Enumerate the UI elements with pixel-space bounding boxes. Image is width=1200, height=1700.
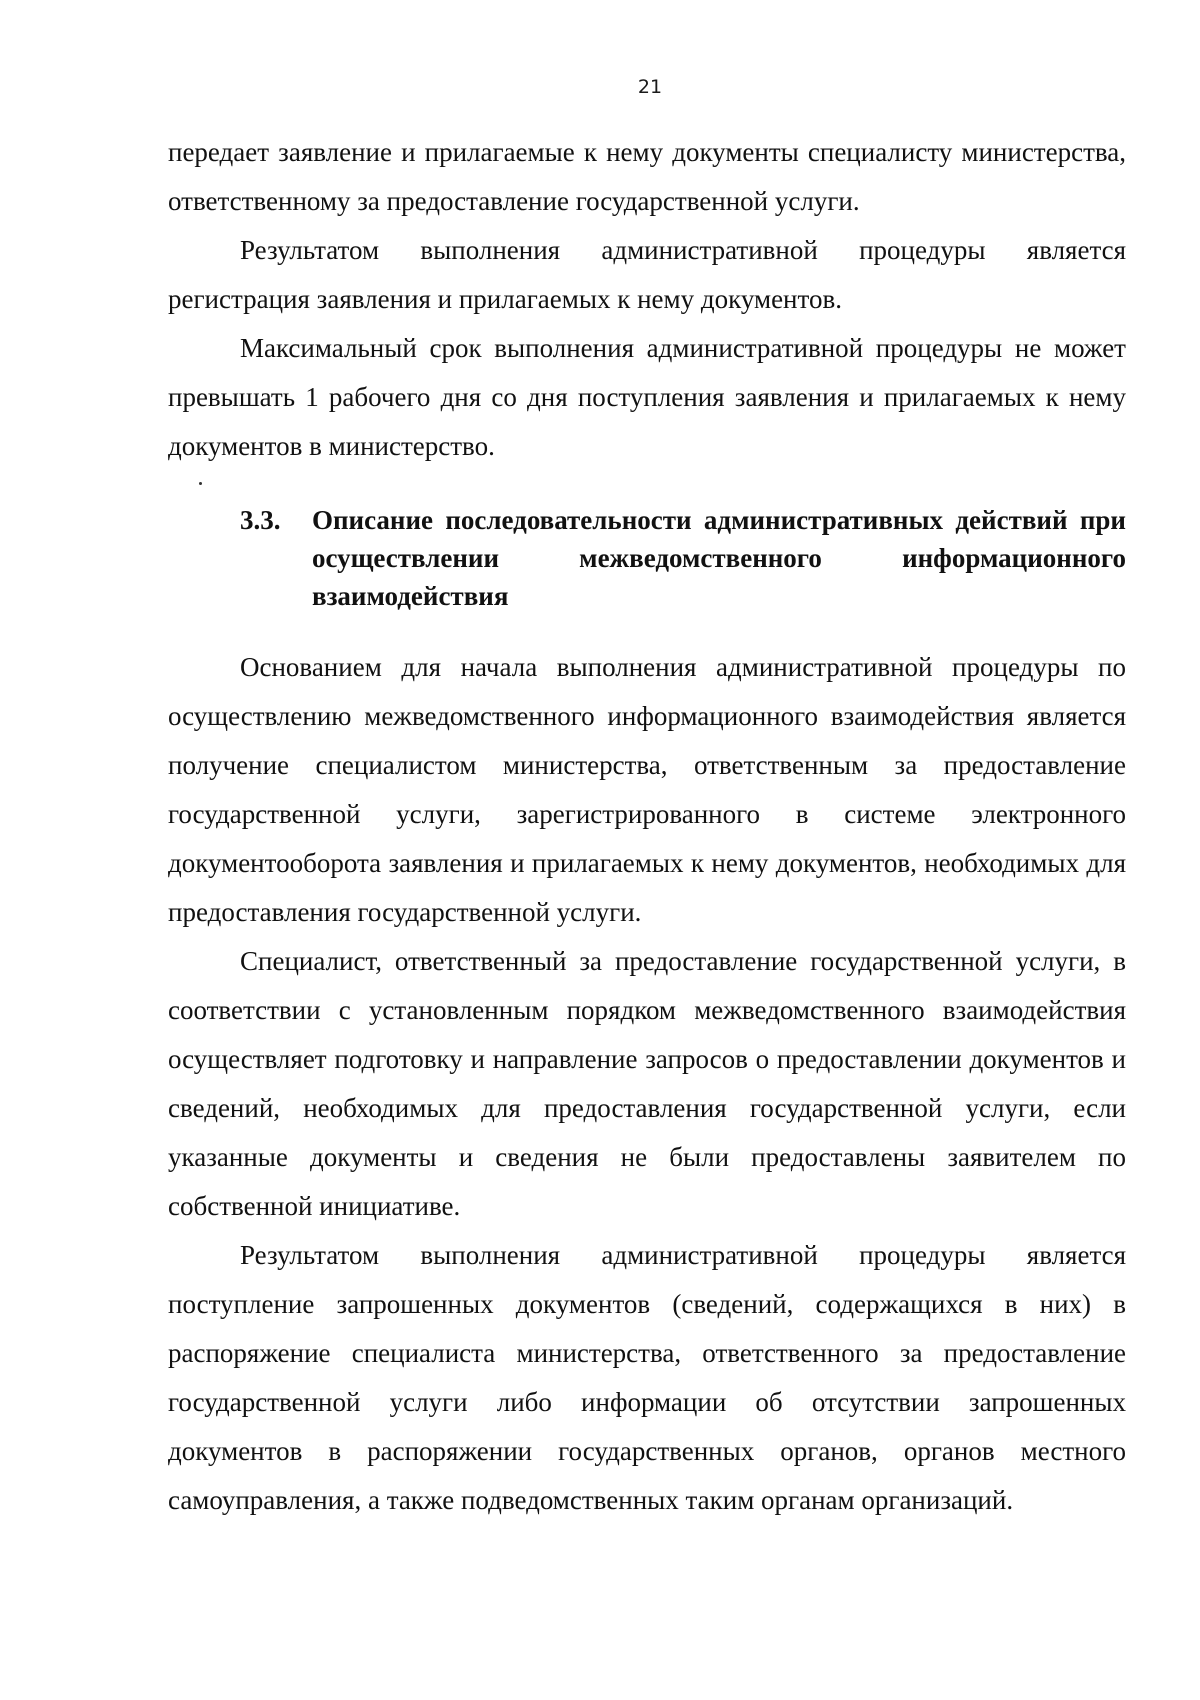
paragraph: Результатом выполнения административной процедуры является регистрация заявления и прилагаемых к нему документов. — [168, 235, 1126, 314]
page-number: 21 — [637, 76, 663, 98]
section-title: Описание последовательности административных действий при осуществлении межведомственного информационного взаимодействия — [312, 505, 1126, 611]
paragraph: Результатом выполнения административной процедуры является поступление запрошенных документов (сведений, содержащихся в них) в распоряжение специалиста министерства, ответственного за предоставление государственной услуги либо информации об отсутствии запрошенных документов в распоряжении государственных органов, органов местного самоуправления, а также подведомственных таким органам организаций. — [168, 1240, 1126, 1515]
section-number: 3.3. — [240, 505, 281, 535]
paragraph: Основанием для начала выполнения административной процедуры по осуществлению межведомственного информационного взаимодействия является получение специалистом министерства, ответственным за предоставление государственной услуги, зарегистрированного в системе электронного документооборота заявления и прилагаемых к нему документов, необходимых для предоставления государственной услуги. — [168, 652, 1126, 927]
paragraph: Специалист, ответственный за предоставление государственной услуги, в соответствии с установленным порядком межведомственного взаимодействия осуществляет подготовку и направление запросов о предоставлении документов и сведений, необходимых для предоставления государственной услуги, если указанные документы и сведения не были предоставлены заявителем по собственной инициативе. — [168, 946, 1126, 1221]
section-heading — [168, 501, 1126, 615]
document-body — [168, 128, 1126, 1525]
paragraph: Максимальный срок выполнения административной процедуры не может превышать 1 рабочего дня со дня поступления заявления и прилагаемых к нему документов в министерство. — [168, 333, 1126, 461]
paragraph: передает заявление и прилагаемые к нему документы специалисту министерства, ответственному за предоставление государственной услуги. — [168, 137, 1126, 216]
